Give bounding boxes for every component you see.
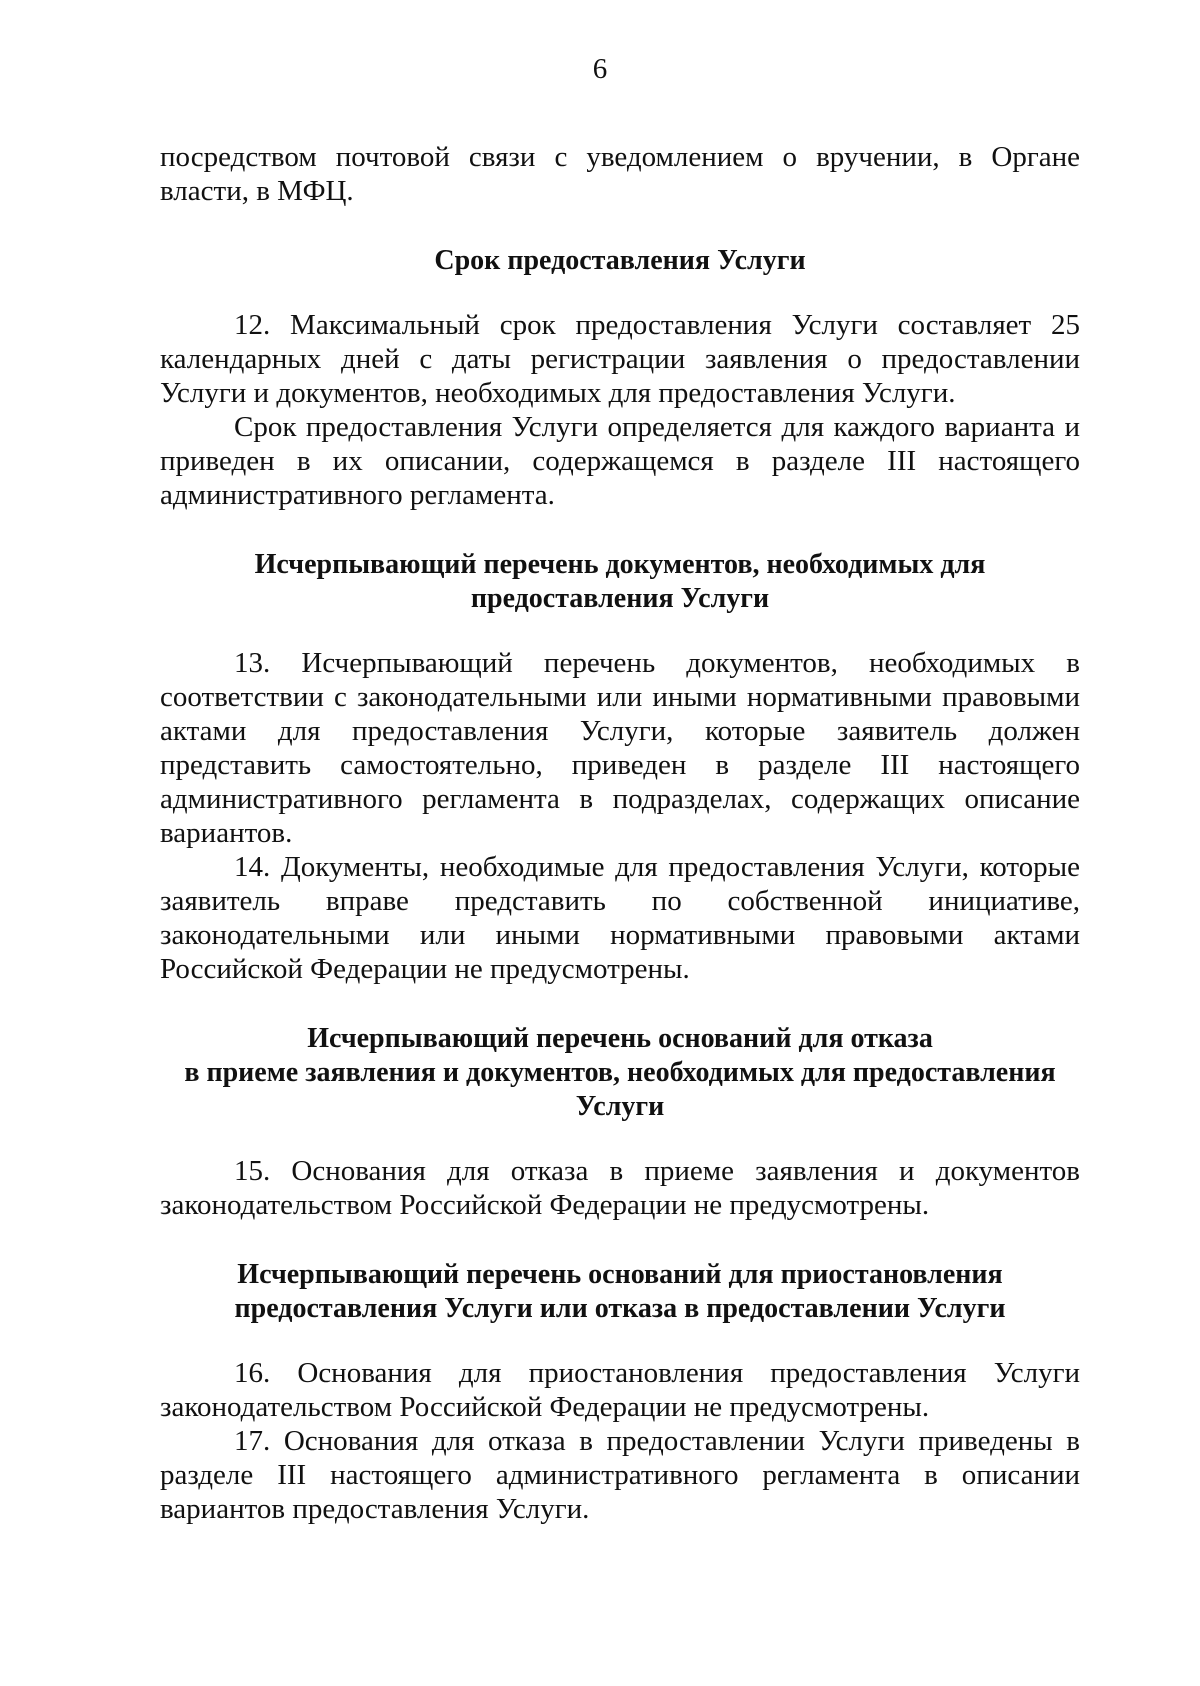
paragraph-term-variants: Срок предоставления Услуги определяется для каждого варианта и приведен в их описании, содержащемся в разделе III настоящего административного регламента. [160, 411, 1080, 511]
heading-line: Исчерпывающий перечень оснований для приостановления [237, 1259, 1003, 1290]
paragraph-15: 15. Основания для отказа в приеме заявления и документов законодательством Российской Федерации не предусмотрены. [160, 1155, 1080, 1221]
paragraph-14: 14. Документы, необходимые для предоставления Услуги, которые заявитель вправе представить по собственной инициативе, законодательными или иными нормативными правовыми актами Российской Федерации не предусмотрены. [160, 851, 1080, 985]
section-heading-refusal-acceptance [160, 1022, 1080, 1124]
heading-line: Срок предоставления Услуги [434, 245, 806, 276]
heading-line: предоставления Услуги [470, 583, 770, 614]
page-number: 6 [592, 53, 608, 85]
section-heading-suspension [160, 1258, 1080, 1326]
document-body [160, 140, 1080, 1526]
heading-line: Исчерпывающий перечень оснований для отказа [307, 1023, 933, 1054]
paragraph-12: 12. Максимальный срок предоставления Услуги составляет 25 календарных дней с даты регистрации заявления о предоставлении Услуги и документов, необходимых для предоставления Услуги. [160, 309, 1080, 409]
section-heading-documents [160, 548, 1080, 616]
heading-line: предоставления Услуги или отказа в предоставлении Услуги [234, 1293, 1006, 1324]
paragraph-17: 17. Основания для отказа в предоставлении Услуги приведены в разделе III настоящего административного регламента в описании вариантов предоставления Услуги. [160, 1425, 1080, 1525]
heading-line: в приеме заявления и документов, необходимых для предоставления [184, 1057, 1056, 1088]
heading-line: Исчерпывающий перечень документов, необходимых для [254, 549, 986, 580]
section-heading-term [160, 244, 1080, 278]
paragraph-13: 13. Исчерпывающий перечень документов, необходимых в соответствии с законодательными или иными нормативными правовыми актами для предоставления Услуги, которые заявитель должен представить самостоятельно, приведен в разделе III настоящего административного регламента в подразделах, содержащих описание вариантов. [160, 647, 1080, 849]
paragraph-16: 16. Основания для приостановления предоставления Услуги законодательством Российской Федерации не предусмотрены. [160, 1357, 1080, 1423]
heading-line: Услуги [575, 1091, 665, 1122]
intro-paragraph: посредством почтовой связи с уведомлением о вручении, в Органе власти, в МФЦ. [160, 141, 1080, 207]
